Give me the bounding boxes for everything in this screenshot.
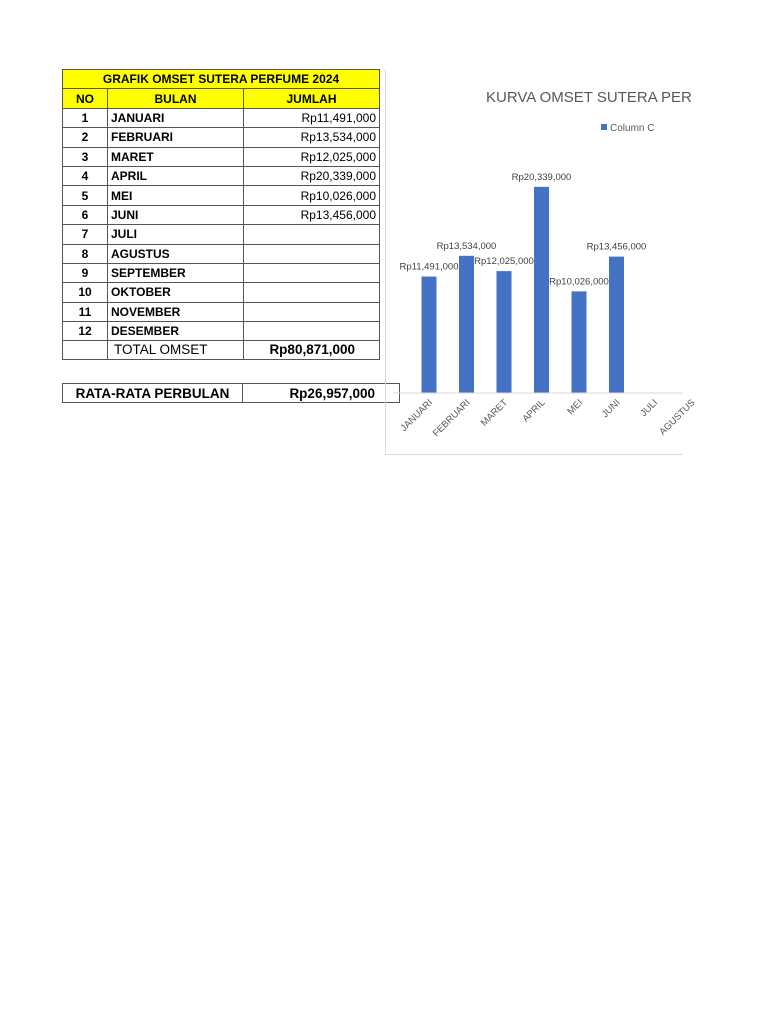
cell-jumlah[interactable] <box>244 244 380 263</box>
tick-label-januari: JANUARI <box>398 397 436 434</box>
cell-no[interactable]: 11 <box>63 302 108 321</box>
chart-title: KURVA OMSET SUTERA PER <box>486 89 692 106</box>
bar-maret[interactable] <box>497 271 512 393</box>
tick-label-maret: MARET <box>478 397 511 429</box>
total-row <box>63 341 380 360</box>
bar-juni[interactable] <box>609 257 624 393</box>
table-title[interactable]: GRAFIK OMSET SUTERA PERFUME 2024 <box>63 70 380 89</box>
cell-bulan[interactable]: FEBRUARI <box>108 128 244 147</box>
chart-area[interactable] <box>385 70 698 455</box>
header-bulan[interactable]: BULAN <box>108 89 244 108</box>
omset-table <box>62 69 380 360</box>
tick-label-agustus: AGUSTUS <box>657 397 698 438</box>
cell-no[interactable]: 10 <box>63 283 108 302</box>
cell-bulan[interactable]: JUNI <box>108 205 244 224</box>
cell-no[interactable]: 4 <box>63 166 108 185</box>
cell-bulan[interactable]: DESEMBER <box>108 322 244 341</box>
data-label-februari: Rp13,534,000 <box>436 240 497 252</box>
average-value[interactable]: Rp26,957,000 <box>243 384 400 403</box>
cell-no[interactable]: 8 <box>63 244 108 263</box>
bar-chart <box>386 70 698 454</box>
table-row <box>63 166 380 185</box>
cell-bulan[interactable]: APRIL <box>108 166 244 185</box>
data-label-maret: Rp12,025,000 <box>474 256 534 268</box>
cell-jumlah[interactable]: Rp13,534,000 <box>244 128 380 147</box>
table-row <box>63 128 380 147</box>
cell-jumlah[interactable] <box>244 322 380 341</box>
cell-bulan[interactable]: JANUARI <box>108 108 244 127</box>
cell-bulan[interactable]: AGUSTUS <box>108 244 244 263</box>
table-row <box>63 322 380 341</box>
cell-no[interactable]: 5 <box>63 186 108 205</box>
legend-swatch <box>601 124 607 130</box>
tick-label-juni: JUNI <box>599 397 623 421</box>
tick-label-februari: FEBRUARI <box>430 397 473 440</box>
cell-jumlah[interactable]: Rp10,026,000 <box>244 186 380 205</box>
bar-februari[interactable] <box>459 256 474 393</box>
table-row <box>63 147 380 166</box>
cell-no[interactable]: 9 <box>63 263 108 282</box>
cell-no[interactable]: 12 <box>63 322 108 341</box>
table-row <box>63 225 380 244</box>
table-row <box>63 108 380 127</box>
cell-jumlah[interactable]: Rp11,491,000 <box>244 108 380 127</box>
table-row <box>63 283 380 302</box>
cell-jumlah[interactable]: Rp13,456,000 <box>244 205 380 224</box>
cell-bulan[interactable]: MEI <box>108 186 244 205</box>
tick-label-april: APRIL <box>520 397 548 425</box>
cell-empty[interactable] <box>63 341 108 360</box>
table-row <box>63 244 380 263</box>
average-table <box>62 383 400 403</box>
cell-jumlah[interactable] <box>244 263 380 282</box>
cell-no[interactable]: 7 <box>63 225 108 244</box>
bar-mei[interactable] <box>572 291 587 393</box>
table-row <box>63 205 380 224</box>
table-row <box>63 302 380 321</box>
tick-label-juli: JULI <box>638 397 661 419</box>
bar-april[interactable] <box>534 187 549 393</box>
cell-bulan[interactable]: MARET <box>108 147 244 166</box>
data-label-januari: Rp11,491,000 <box>399 261 459 273</box>
cell-jumlah[interactable] <box>244 283 380 302</box>
cell-jumlah[interactable] <box>244 302 380 321</box>
cell-jumlah[interactable]: Rp20,339,000 <box>244 166 380 185</box>
cell-no[interactable]: 3 <box>63 147 108 166</box>
cell-bulan[interactable]: OKTOBER <box>108 283 244 302</box>
data-label-april: Rp20,339,000 <box>511 171 572 183</box>
cell-bulan[interactable]: SEPTEMBER <box>108 263 244 282</box>
cell-bulan[interactable]: NOVEMBER <box>108 302 244 321</box>
header-no[interactable]: NO <box>63 89 108 108</box>
cell-no[interactable]: 1 <box>63 108 108 127</box>
total-value[interactable]: Rp80,871,000 <box>244 341 380 360</box>
data-label-mei: Rp10,026,000 <box>549 276 609 288</box>
header-jumlah[interactable]: JUMLAH <box>244 89 380 108</box>
data-label-juni: Rp13,456,000 <box>586 241 647 253</box>
table-row <box>63 186 380 205</box>
tick-label-mei: MEI <box>565 397 586 418</box>
table-row <box>63 263 380 282</box>
bar-januari[interactable] <box>422 277 437 393</box>
cell-no[interactable]: 2 <box>63 128 108 147</box>
legend-label: Column C <box>610 123 655 134</box>
cell-no[interactable]: 6 <box>63 205 108 224</box>
cell-jumlah[interactable] <box>244 225 380 244</box>
average-label[interactable]: RATA-RATA PERBULAN <box>63 384 243 403</box>
cell-jumlah[interactable]: Rp12,025,000 <box>244 147 380 166</box>
total-label[interactable]: TOTAL OMSET <box>108 341 244 360</box>
cell-bulan[interactable]: JULI <box>108 225 244 244</box>
